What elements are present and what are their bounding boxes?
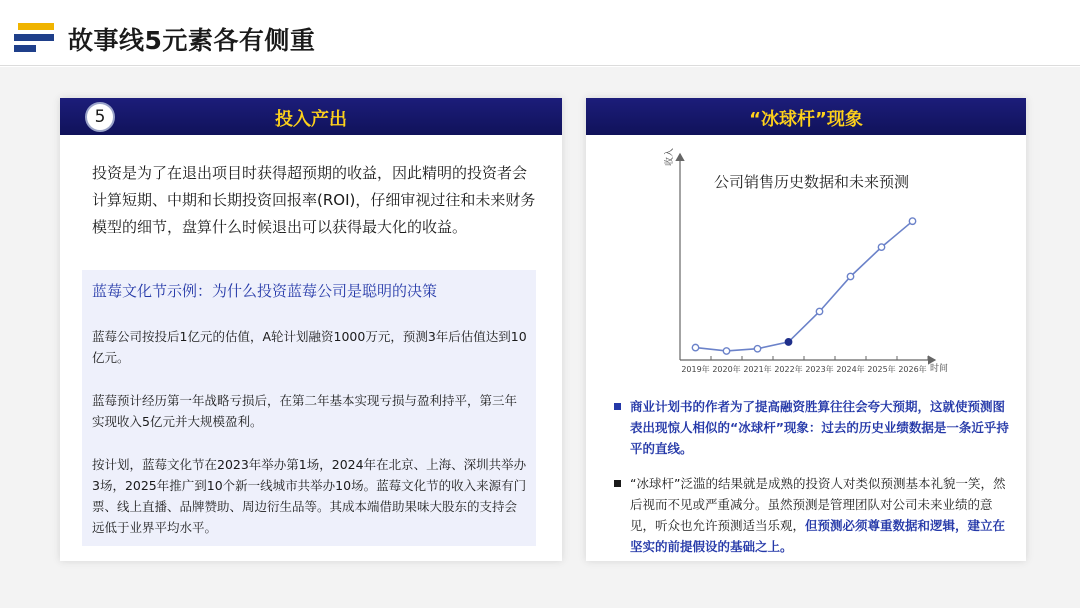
x-axis-label: 时间: [930, 364, 949, 374]
data-point: [909, 218, 915, 224]
example-box: [82, 270, 536, 546]
x-tick-label: 2020年: [712, 365, 741, 374]
intro-paragraph: 投资是为了在退出项目时获得超预期的收益，因此精明的投资者会计算短期、中期和长期投资回报率(ROI)，仔细审视过往和未来财务模型的细节，盘算什么时候退出可以获得最大化的收益。: [92, 164, 536, 236]
example-title: 蓝莓文化节示例：为什么投资蓝莓公司是聪明的决策: [92, 282, 438, 300]
square-bullet-icon: [614, 403, 621, 410]
investment-output-card: [60, 98, 562, 561]
x-tick-label: 2022年: [774, 365, 803, 374]
y-axis-label: 收入: [665, 147, 675, 166]
x-tick-label: 2021年: [743, 365, 772, 374]
card-title: “冰球杆”现象: [749, 109, 863, 130]
note-text: “冰球杆”泛滥的结果就是成熟的投资人对类似预测基本礼貌一笑，然后视而不见或严重减分。虽然预测是管理团队对公司未来业绩的意见，听众也允许预测适当乐观，: [630, 476, 1006, 533]
logo-icon: [14, 21, 54, 53]
note-text: 商业计划书的作者为了提高融资胜算往往会夸大预期，这就使预测图表出现惊人相似的“冰球杆”现象：过去的历史业绩数据是一条近乎持平的直线。: [630, 399, 1009, 456]
notes-list: [614, 396, 1014, 571]
card-header: [586, 98, 1026, 135]
example-paragraph: 蓝莓预计经历第一年战略亏损后，在第二年基本实现亏损与盈利持平，第三年实现收入5亿元并大规模盈利。: [92, 393, 518, 429]
number-badge: 5: [85, 102, 115, 132]
card-title: 投入产出: [275, 109, 347, 130]
data-point: [723, 348, 729, 354]
data-point: [816, 308, 822, 314]
data-point: [692, 344, 698, 350]
note-item: [614, 473, 1014, 557]
header: [0, 0, 1080, 66]
note-emphasis: 但预测必须尊重数据和逻辑，建立在坚实的前提假设的基础之上。: [630, 518, 1006, 554]
series-line: [696, 221, 913, 351]
hockey-stick-card: [586, 98, 1026, 561]
sales-line-chart: [610, 142, 1010, 382]
note-item: [614, 396, 1014, 459]
x-tick-label: 2026年: [898, 365, 927, 374]
chart-title: 公司销售历史数据和未来预测: [714, 173, 910, 191]
data-point: [878, 244, 884, 250]
data-point: [847, 273, 853, 279]
x-tick-label: 2025年: [867, 365, 896, 374]
x-tick-label: 2024年: [836, 365, 865, 374]
data-point: [754, 346, 760, 352]
page-title: 故事线5元素各有侧重: [68, 26, 316, 55]
card-header: [60, 98, 562, 135]
example-paragraph: 按计划，蓝莓文化节在2023年举办第1场，2024年在北京、上海、深圳共举办3场，2025年推广到10个新一线城市共举办10场。蓝莓文化节的收入来源有门票、线上直播、品牌赞助、周边衍生品等。其成本端借助果味大股东的支持会远低于业界平均水平。: [92, 457, 527, 535]
x-tick-label: 2019年: [681, 365, 710, 374]
x-tick-label: 2023年: [805, 365, 834, 374]
square-bullet-icon: [614, 480, 621, 487]
data-point: [785, 339, 791, 345]
example-paragraph: 蓝莓公司按投后1亿元的估值，A轮计划融资1000万元，预测3年后估值达到10亿元。: [92, 329, 527, 365]
